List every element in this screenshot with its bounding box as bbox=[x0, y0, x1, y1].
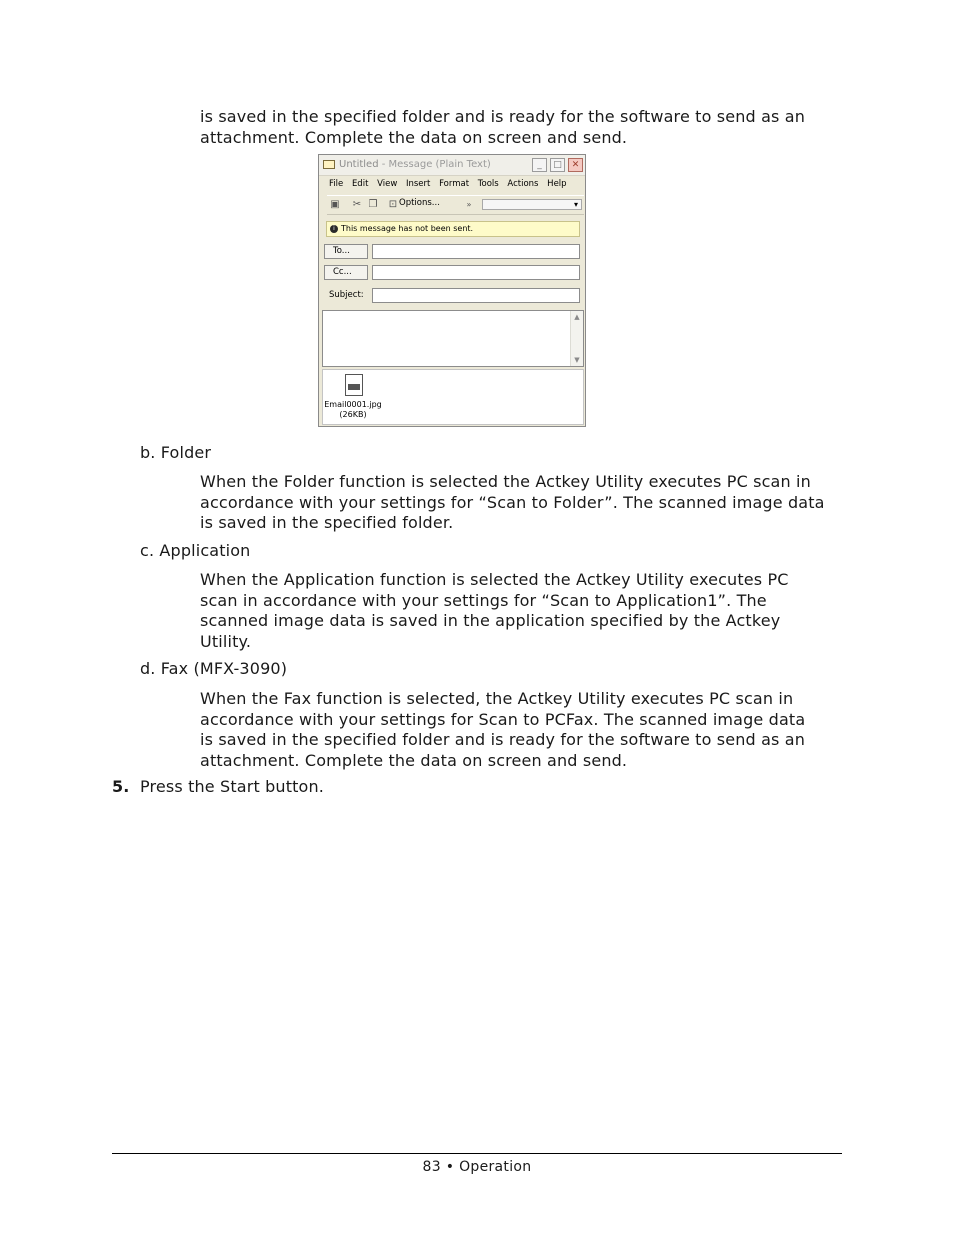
menu-insert[interactable]: Insert bbox=[405, 179, 431, 189]
footer-rule bbox=[112, 1153, 842, 1154]
attachment-label[interactable] bbox=[324, 400, 382, 420]
menu-format[interactable]: Format bbox=[439, 179, 470, 189]
application-line: scan in accordance with your settings for “Scan to Application1”. The bbox=[200, 590, 767, 610]
window-title: Untitled - Message (Plain Text) bbox=[339, 159, 491, 170]
footer-separator: • bbox=[445, 1159, 455, 1175]
attachment-size: (26KB) bbox=[339, 410, 367, 419]
menu-actions[interactable]: Actions bbox=[507, 179, 539, 189]
fax-line: When the Fax function is selected, the Actkey Utility executes PC scan in bbox=[200, 689, 794, 708]
scroll-up-icon[interactable]: ▲ bbox=[574, 313, 580, 321]
body-scrollbar[interactable] bbox=[570, 311, 583, 366]
subject-input[interactable] bbox=[372, 288, 580, 303]
step-number: 5. bbox=[112, 777, 130, 796]
menu-file[interactable]: File bbox=[329, 179, 344, 189]
font-combo[interactable]: ▾ bbox=[482, 199, 582, 210]
cc-button[interactable]: Cc... bbox=[324, 265, 368, 280]
menu-help[interactable]: Help bbox=[547, 179, 567, 189]
application-heading: c. Application bbox=[140, 541, 251, 560]
message-body[interactable] bbox=[322, 310, 584, 367]
fax-heading: d. Fax (MFX-3090) bbox=[140, 659, 288, 678]
maximize-icon[interactable]: □ bbox=[550, 158, 565, 172]
save-icon[interactable]: ▣ bbox=[330, 199, 340, 210]
window-titlebar bbox=[319, 155, 585, 176]
menu-edit[interactable]: Edit bbox=[351, 179, 369, 189]
copy-icon[interactable]: ❐ bbox=[368, 199, 378, 210]
email-message-window bbox=[318, 154, 586, 427]
fax-line: is saved in the specified folder and is ready for the software to send as an bbox=[200, 730, 806, 749]
application-line: Utility. bbox=[200, 631, 252, 651]
attach-icon[interactable]: ⊡ bbox=[388, 199, 398, 210]
close-icon[interactable]: ✕ bbox=[568, 158, 583, 172]
fax-line: accordance with your settings for Scan to PCFax. The scanned image data bbox=[200, 709, 806, 729]
page-number: 83 bbox=[422, 1159, 441, 1175]
info-message: This message has not been sent. bbox=[341, 224, 474, 233]
menu-view[interactable]: View bbox=[377, 179, 398, 189]
folder-heading: b. Folder bbox=[140, 443, 212, 462]
envelope-icon bbox=[323, 160, 335, 169]
scroll-down-icon[interactable]: ▼ bbox=[574, 356, 580, 364]
minimize-icon[interactable]: _ bbox=[532, 158, 547, 172]
folder-line: is saved in the specified folder. bbox=[200, 513, 454, 532]
folder-line: When the Folder function is selected the Actkey Utility executes PC scan in bbox=[200, 472, 811, 491]
fax-paragraph bbox=[200, 689, 880, 771]
intro-line: attachment. Complete the data on screen and send. bbox=[200, 127, 628, 147]
image-file-icon[interactable] bbox=[345, 374, 363, 396]
subject-label: Subject: bbox=[329, 290, 364, 300]
cut-icon[interactable]: ✂ bbox=[352, 199, 362, 210]
standard-toolbar bbox=[327, 195, 584, 215]
menu-bar bbox=[329, 179, 573, 189]
step-text: Press the Start button. bbox=[140, 777, 325, 796]
intro-paragraph bbox=[200, 107, 860, 148]
fax-line: attachment. Complete the data on screen and send. bbox=[200, 750, 628, 770]
menu-tools[interactable]: Tools bbox=[477, 179, 499, 189]
to-button[interactable]: To... bbox=[324, 244, 368, 259]
application-paragraph bbox=[200, 570, 880, 652]
info-bar bbox=[326, 221, 580, 237]
info-icon: i bbox=[330, 225, 338, 233]
footer-section: Operation bbox=[459, 1159, 532, 1175]
application-line: scanned image data is saved in the application specified by the Actkey bbox=[200, 611, 781, 630]
folder-line: accordance with your settings for “Scan to Folder”. The scanned image data bbox=[200, 492, 825, 512]
options-button[interactable]: Options... bbox=[399, 198, 440, 208]
attachment-name: Email0001.jpg bbox=[324, 400, 382, 409]
toolbar-overflow-icon[interactable]: » bbox=[466, 200, 472, 209]
folder-paragraph bbox=[200, 472, 880, 534]
page-footer bbox=[112, 1158, 842, 1176]
attachment-pane bbox=[322, 369, 584, 425]
application-line: When the Application function is selected the Actkey Utility executes PC bbox=[200, 570, 789, 589]
intro-line: is saved in the specified folder and is ready for the software to send as an bbox=[200, 107, 806, 126]
to-input[interactable] bbox=[372, 244, 580, 259]
cc-input[interactable] bbox=[372, 265, 580, 280]
